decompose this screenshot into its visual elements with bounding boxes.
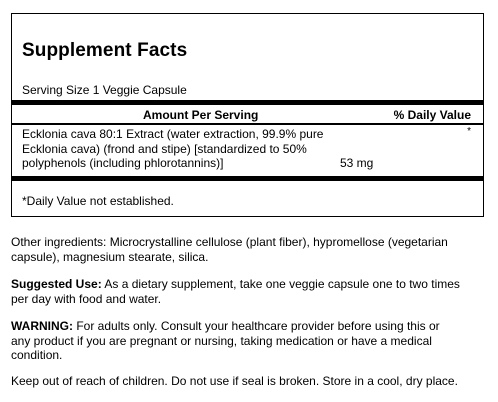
other-ingredients	[11, 235, 487, 264]
storage-instructions: Keep out of reach of children. Do not use if seal is broken. Store in a cool, dry place.	[11, 374, 458, 388]
ingredient-daily-value: *	[467, 126, 471, 137]
amount-per-serving-header: Amount Per Serving	[143, 108, 259, 122]
thick-divider	[12, 100, 483, 105]
warning-text: any product if you are pregnant or nursing, taking medication or have a medical	[11, 333, 432, 348]
ingredient-amount: 53 mg	[340, 156, 374, 170]
suggested-use-text: per day with food and water.	[11, 291, 162, 306]
suggested-use-text: As a dietary supplement, take one veggie capsule one to two times	[101, 277, 460, 291]
suggested-use-label: Suggested Use:	[11, 277, 102, 291]
ingredient-line: Ecklonia cava 80:1 Extract (water extraction, 99.9% pure	[22, 127, 324, 141]
serving-size: Serving Size 1 Veggie Capsule	[22, 83, 187, 97]
supplement-facts-panel	[11, 13, 484, 217]
warning-text: condition.	[11, 348, 63, 362]
ingredient-name	[22, 127, 372, 171]
ingredient-line: Ecklonia cava) (frond and stipe) [standardized to 50%	[22, 141, 307, 156]
warning	[11, 319, 487, 363]
other-ingredients-line: capsule), magnesium stearate, silica.	[11, 249, 209, 264]
daily-value-header: % Daily Value	[393, 108, 471, 122]
daily-value-note: *Daily Value not established.	[22, 194, 174, 208]
ingredient-line: polyphenols (including phlorotannins)]	[22, 156, 224, 170]
suggested-use	[11, 277, 487, 306]
facts-title: Supplement Facts	[22, 40, 188, 61]
other-ingredients-line: Other ingredients: Microcrystalline cellulose (plant fiber), hypromellose (vegetarian	[11, 235, 448, 249]
thick-divider	[12, 176, 483, 181]
warning-label: WARNING:	[11, 319, 73, 333]
warning-text: For adults only. Consult your healthcare provider before using this or	[73, 319, 440, 333]
header-divider	[12, 123, 483, 125]
